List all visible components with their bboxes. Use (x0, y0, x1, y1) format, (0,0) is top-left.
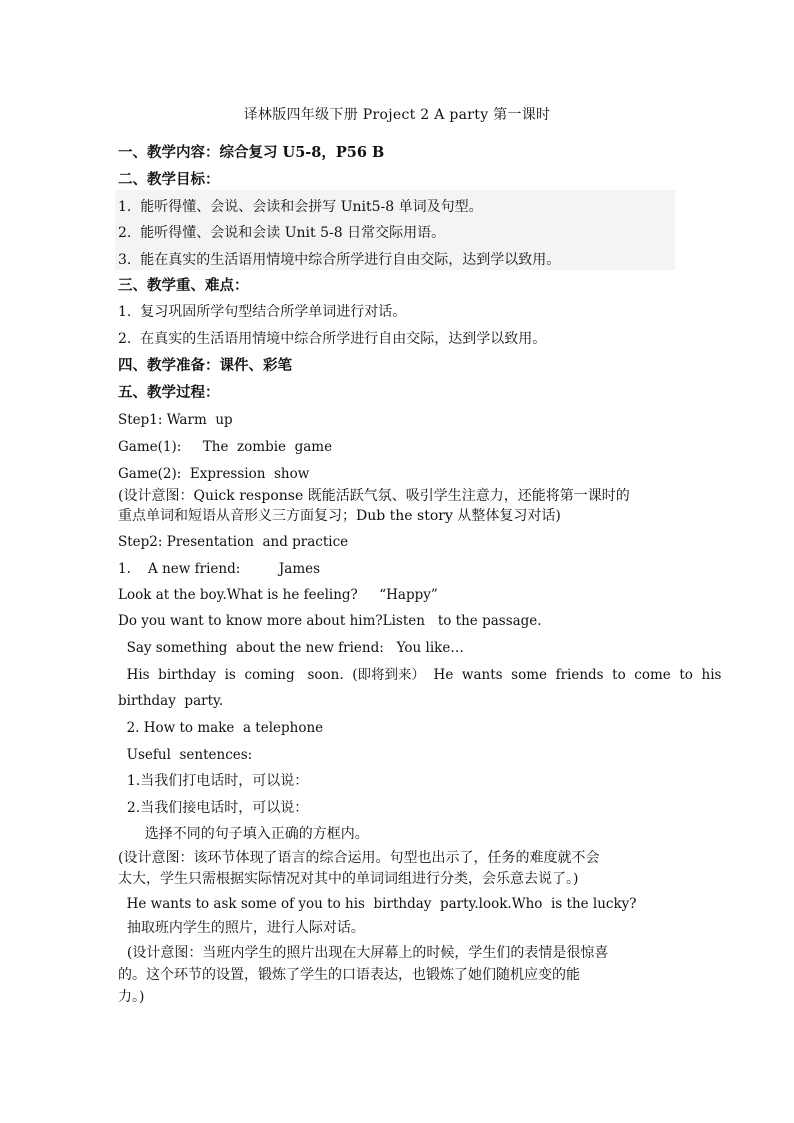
keypoint-item: 2. 在真实的生活语用情境中综合所学进行自由交际，达到学以致用。 (118, 331, 547, 347)
objective-item: 1. 能听得懂、会说、会读和会拼写 Unit5-8 单词及句型。 (118, 199, 483, 215)
section-heading-objectives: 二、教学目标： (118, 171, 220, 188)
activity-line: birthday party. (118, 693, 224, 709)
activity-line: 1. A new friend: James (118, 561, 321, 577)
game-line: Game(2): Expression show (118, 466, 310, 482)
activity-line: Look at the boy.What is he feeling? “Happy” (118, 587, 438, 603)
design-note: (设计意图：当班内学生的照片出现在大屏幕上的时候，学生们的表情是很惊喜 (118, 945, 609, 961)
step-line: Step2: Presentation and practice (118, 534, 349, 550)
activity-line: Say something about the new friend: You like… (118, 640, 464, 656)
page-title: 译林版四年级下册 Project 2 A party 第一课时 (243, 107, 551, 123)
activity-line: 2. How to make a telephone (118, 720, 324, 736)
activity-line: 选择不同的句子填入正确的方框内。 (118, 826, 369, 842)
activity-line: 2.当我们接电话时，可以说： (118, 800, 309, 816)
design-note: 太大，学生只需根据实际情况对其中的单词词组进行分类，会乐意去说了。) (118, 871, 579, 887)
section-heading-preparation: 四、教学准备：课件、彩笔 (118, 357, 292, 374)
activity-line: Do you want to know more about him?Listen to the passage. (118, 613, 542, 629)
activity-line: His birthday is coming soon. (即将到来） He wants some friends to come to his (118, 667, 722, 683)
activity-line: 1.当我们打电话时，可以说： (118, 773, 309, 789)
keypoint-item: 1. 复习巩固所学句型结合所学单词进行对话。 (118, 304, 407, 320)
design-note: (设计意图：Quick response 既能活跃气氛、吸引学生注意力，还能将第一课时的 (118, 488, 630, 504)
activity-line: Useful sentences: (118, 747, 253, 763)
design-note: 力。) (118, 989, 145, 1005)
design-note: 重点单词和短语从音形义三方面复习；Dub the story 从整体复习对话) (118, 508, 561, 524)
design-note: 的。这个环节的设置，锻炼了学生的口语表达，也锻炼了她们随机应变的能 (118, 967, 580, 983)
activity-line: 抽取班内学生的照片，进行人际对话。 (118, 920, 365, 936)
objective-item: 2. 能听得懂、会说和会读 Unit 5-8 日常交际用语。 (118, 225, 446, 241)
section-heading-content: 一、教学内容：综合复习 U5-8，P56 B (118, 144, 385, 161)
section-heading-process: 五、教学过程： (118, 384, 220, 401)
objective-item: 3. 能在真实的生活语用情境中综合所学进行自由交际，达到学以致用。 (118, 252, 561, 268)
design-note: (设计意图：该环节体现了语言的综合运用。句型也出示了，任务的难度就不会 (118, 850, 600, 866)
game-line: Game(1): The zombie game (118, 439, 333, 455)
step-line: Step1: Warm up (118, 412, 233, 428)
activity-line: He wants to ask some of you to his birthday party.look.Who is the lucky? (118, 896, 637, 912)
section-heading-keypoints: 三、教学重、难点： (118, 277, 249, 294)
